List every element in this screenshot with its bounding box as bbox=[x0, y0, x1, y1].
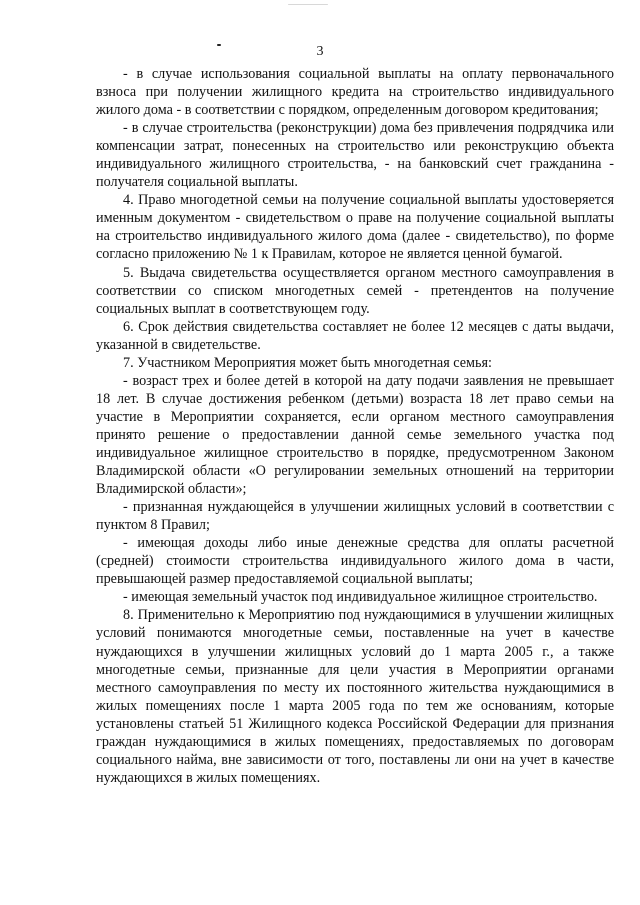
document-body bbox=[96, 65, 614, 787]
paragraph-item-8: 8. Применительно к Мероприятию под нуждающимися в улучшении жилищных условий понимаются многодетные семьи, поставленные на учет в качестве нуждающихся в улучшении жилищных условий до 1 марта 2005 г., а также многодетные семьи, признанные для цели участия в Мероприятии органами местного самоуправления по месту их постоянного жительства нуждающимися в жилых помещениях после 1 марта 2005 года по тем же основаниям, которые установлены статьей 51 Жилищного кодекса Российской Федерации для признания граждан нуждающимися в жилых помещениях, предоставляемых по договорам социального найма, вне зависимости от того, поставлены ли они на учет в качестве нуждающихся в жилых помещениях. bbox=[96, 607, 614, 786]
paragraph-item-5: 5. Выдача свидетельства осуществляется органом местного самоуправления в соответствии со списком многодетных семей - претендентов на получение социальных выплат в соответствующем году. bbox=[96, 264, 614, 317]
paragraph-condition-needy: - признанная нуждающейся в улучшении жилищных условий в соответствии с пунктом 8 Правил; bbox=[96, 499, 614, 534]
paragraph-payment-bank-account: - в случае строительства (реконструкции) дома без привлечения подрядчика или компенсации затрат, понесенных на строительство или реконструкцию объекта индивидуального жилищного строительства, - на банковский счет гражданина - получателя социальной выплаты. bbox=[96, 120, 614, 191]
paragraph-condition-age: - возраст трех и более детей в которой на дату подачи заявления не превышает 18 лет. В случае достижения ребенком (детьми) возраста 18 лет право семьи на участие в Мероприятии сохраняется, если органом местного самоуправления принято решение о предоставлении данной семье земельного участка под индивидуальное жилищное строительство в порядке, предусмотренном Законом Владимирской области «О регулировании земельных отношений на территории Владимирской области»; bbox=[96, 372, 614, 498]
paragraph-condition-income: - имеющая доходы либо иные денежные средства для оплаты расчетной (средней) стоимости строительства индивидуального жилого дома в части, превышающей размер предоставляемой социальной выплаты; bbox=[96, 535, 614, 588]
paragraph-item-4: 4. Право многодетной семьи на получение социальной выплаты удостоверяется именным документом - свидетельством о праве на получение социальной выплаты на строительство индивидуального жилого дома (далее - свидетельство), по форме согласно приложению № 1 к Правилам, которое не является ценной бумагой. bbox=[96, 192, 614, 263]
paragraph-item-7: 7. Участником Мероприятия может быть многодетная семья: bbox=[123, 354, 492, 371]
paragraph-item-6: 6. Срок действия свидетельства составляет не более 12 месяцев с даты выдачи, указанной в свидетельстве. bbox=[96, 318, 614, 353]
scan-speck bbox=[288, 4, 328, 5]
paragraph-condition-land: - имеющая земельный участок под индивидуальное жилищное строительство. bbox=[123, 589, 598, 606]
page-number: 3 bbox=[316, 44, 324, 59]
paragraph-payment-credit: - в случае использования социальной выплаты на оплату первоначального взноса при получении жилищного кредита на строительство индивидуального жилого дома - в соответствии с порядком, определенным договором кредитования; bbox=[96, 66, 614, 119]
